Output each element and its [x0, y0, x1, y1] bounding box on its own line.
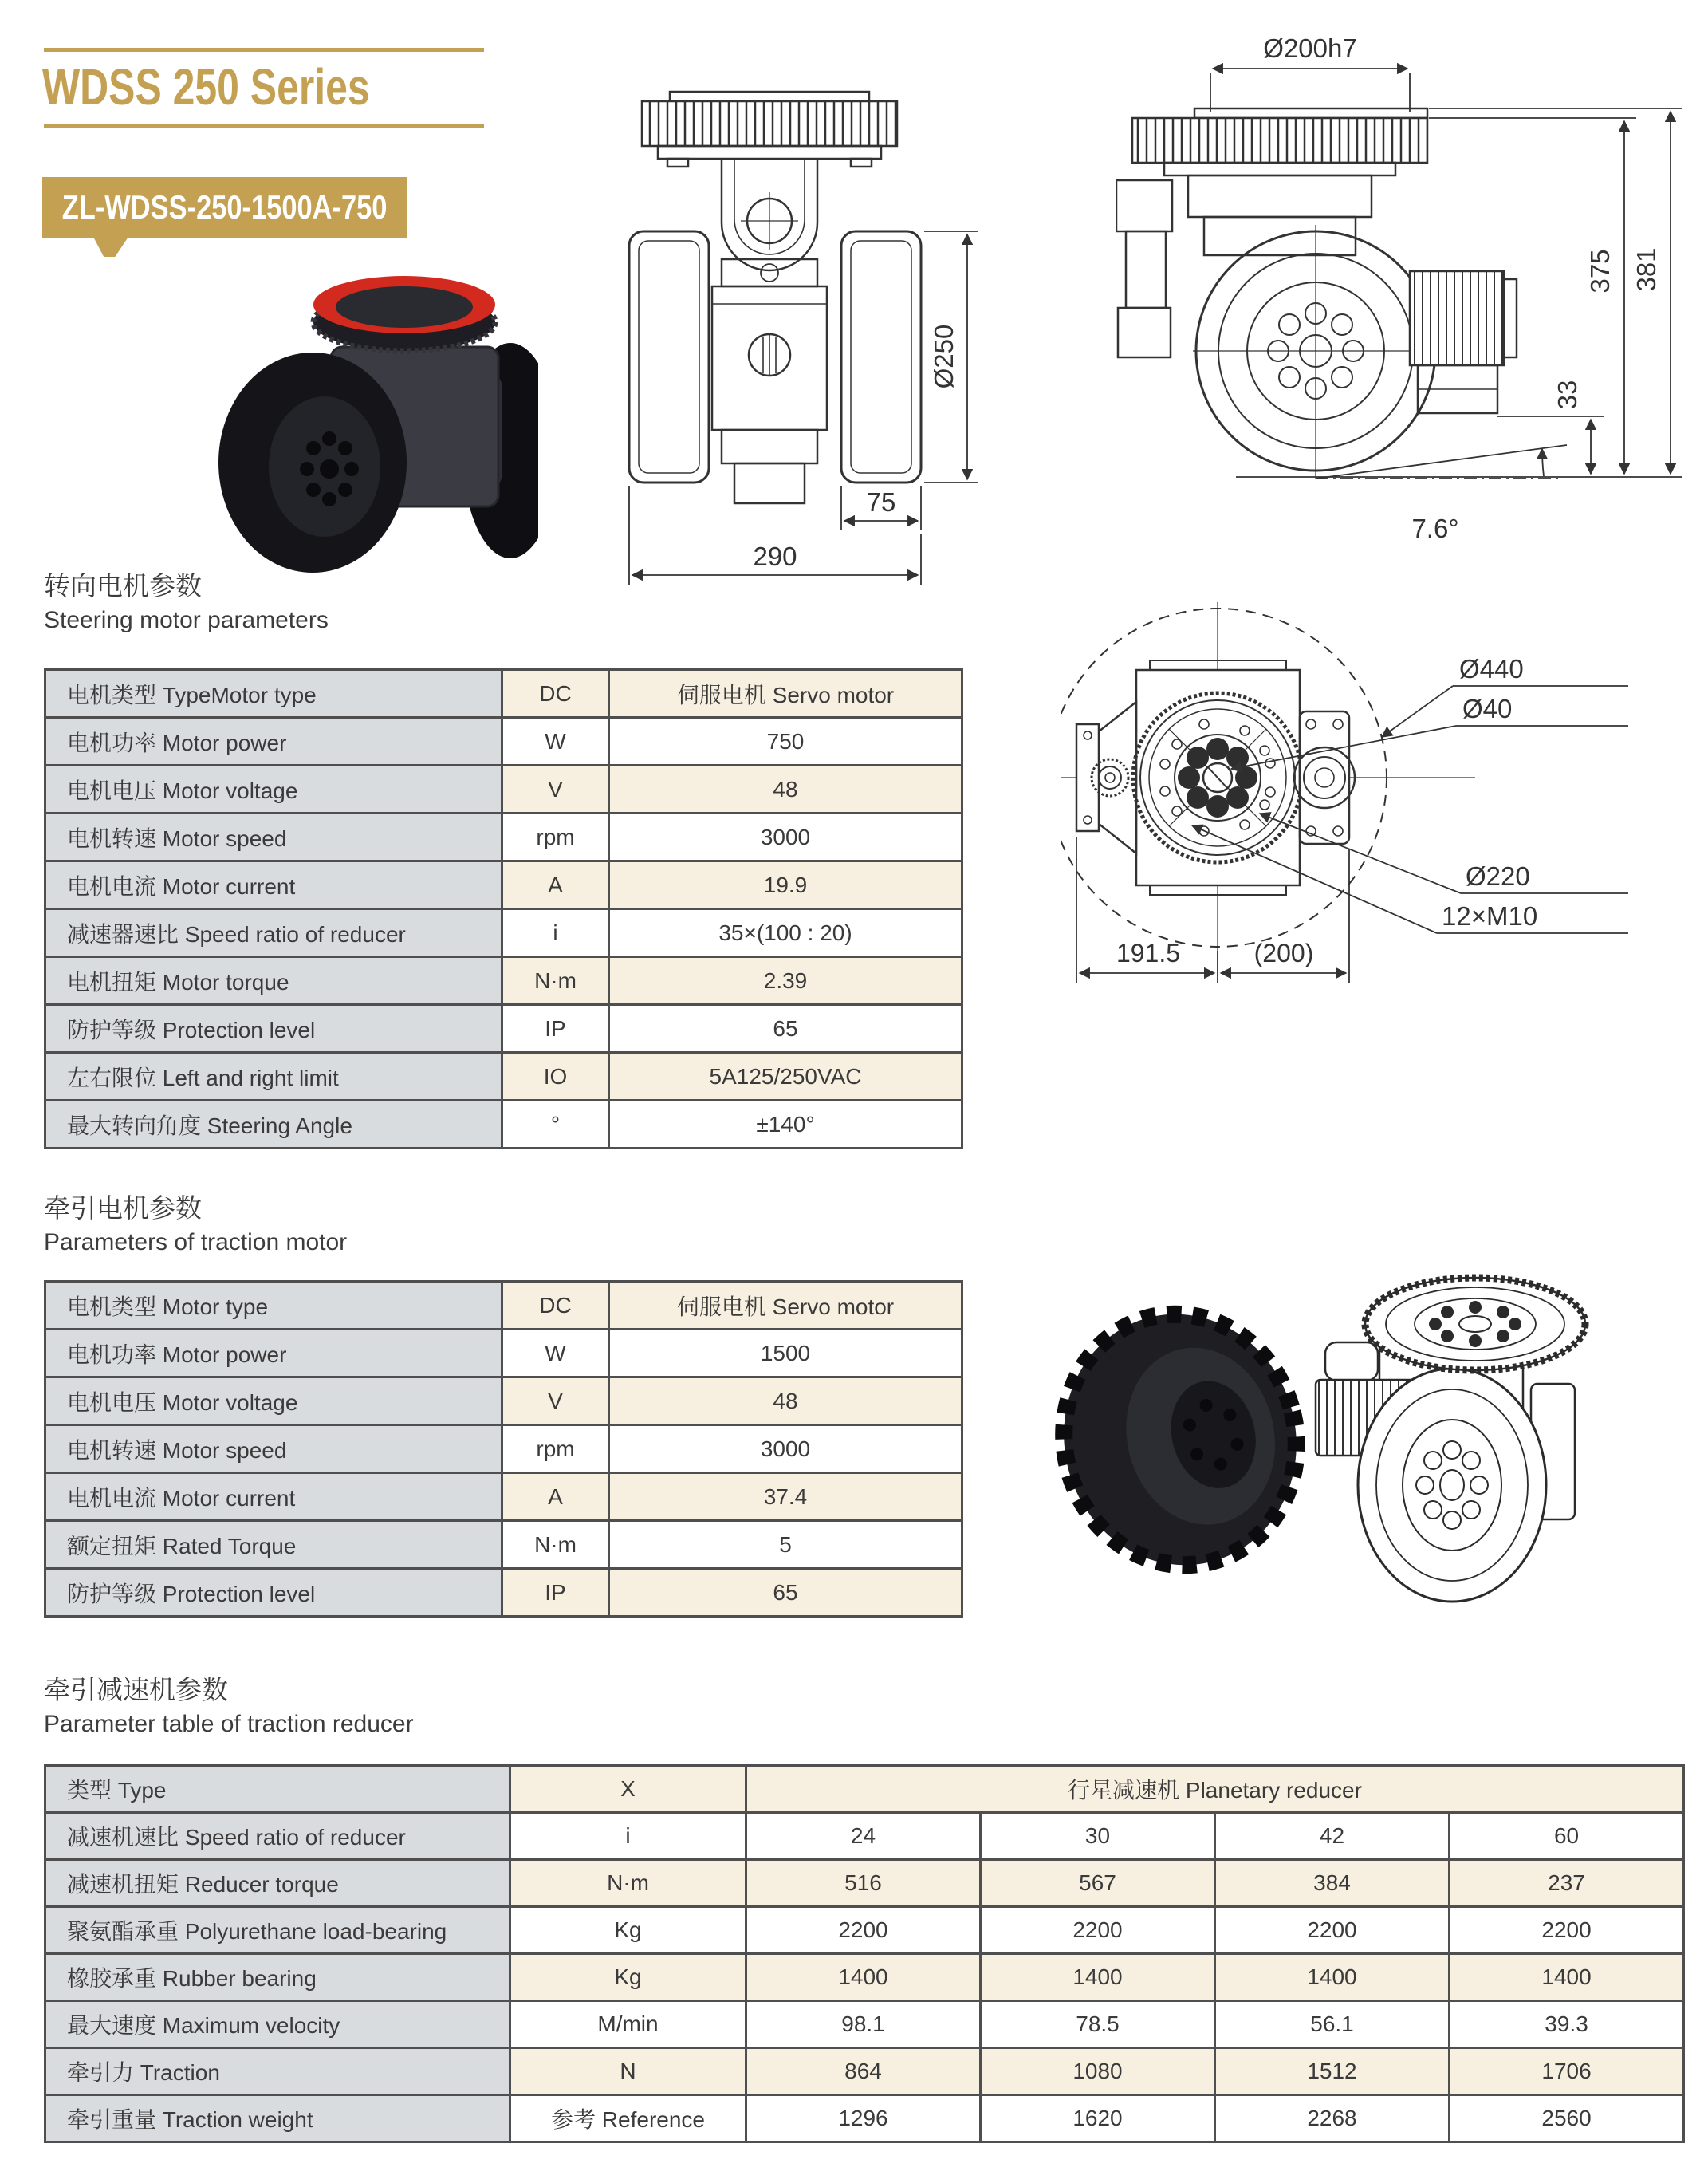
- spec-unit: IO: [502, 1053, 609, 1101]
- table-row: [45, 1860, 1684, 1907]
- spec-label: 电机功率 Motor power: [45, 718, 502, 766]
- spec-value: 65: [609, 1005, 962, 1053]
- spec-value: 5: [609, 1521, 962, 1569]
- spec-label: 最大速度 Maximum velocity: [45, 2001, 510, 2048]
- spec-value: 1620: [981, 2095, 1215, 2142]
- table-row: [45, 909, 962, 957]
- spec-unit: °: [502, 1101, 609, 1149]
- spec-unit: Kg: [510, 1907, 746, 1954]
- spec-value: 1080: [981, 2048, 1215, 2095]
- spec-value: 750: [609, 718, 962, 766]
- product-photo-render: [203, 271, 538, 586]
- table-row: [45, 1813, 1684, 1860]
- spec-unit: A: [502, 861, 609, 909]
- spec-unit: N·m: [510, 1860, 746, 1907]
- table-row: [45, 2001, 1684, 2048]
- table-row: [45, 1377, 962, 1425]
- spec-unit: W: [502, 718, 609, 766]
- title-top-rule: [44, 48, 484, 52]
- dim-height-wheel: 375: [1585, 249, 1615, 294]
- top-view-drawing: [1061, 590, 1708, 1005]
- dim-bolt-circle: Ø220: [1466, 861, 1530, 891]
- spec-label: 电机电流 Motor current: [45, 1473, 502, 1521]
- spec-label: 电机电压 Motor voltage: [45, 766, 502, 814]
- model-badge: [42, 177, 407, 238]
- spec-value: 65: [609, 1569, 962, 1617]
- dim-overall-width: 290: [753, 542, 797, 571]
- steering-motor-table: [44, 668, 963, 1149]
- table-row: [45, 1521, 962, 1569]
- spec-value: 行星减速机 Planetary reducer: [746, 1766, 1684, 1813]
- reducer-heading-en: Parameter table of traction reducer: [44, 1711, 414, 1737]
- table-row: [45, 861, 962, 909]
- side-view-drawing: [1116, 32, 1686, 558]
- model-badge-tail: [93, 237, 128, 257]
- spec-value: 24: [746, 1813, 981, 1860]
- dim-wheel-diameter: Ø250: [929, 324, 958, 389]
- spec-value: 37.4: [609, 1473, 962, 1521]
- spec-label: 聚氨酯承重 Polyurethane load-bearing: [45, 1907, 510, 1954]
- spec-unit: DC: [502, 1282, 609, 1330]
- table-row: [45, 670, 962, 718]
- spec-value: 2560: [1450, 2095, 1684, 2142]
- spec-value: ±140°: [609, 1101, 962, 1149]
- traction-motor-table: [44, 1280, 963, 1618]
- spec-value: 48: [609, 766, 962, 814]
- spec-value: 1400: [1215, 1954, 1450, 2001]
- table-row: [45, 1425, 962, 1473]
- reducer-section-heading: [44, 1672, 414, 1740]
- table-row: [45, 1101, 962, 1149]
- dim-wheel-width: 75: [866, 487, 896, 517]
- table-row: [45, 2095, 1684, 2142]
- spec-value: 237: [1450, 1860, 1684, 1907]
- spec-unit: rpm: [502, 1425, 609, 1473]
- traction-section-heading: [44, 1190, 347, 1259]
- table-row: [45, 1569, 962, 1617]
- spec-unit: M/min: [510, 2001, 746, 2048]
- spec-unit: i: [510, 1813, 746, 1860]
- spec-value: 3000: [609, 814, 962, 861]
- spec-value: 42: [1215, 1813, 1450, 1860]
- photo-ring-center: [336, 286, 473, 328]
- spec-unit: N·m: [502, 957, 609, 1005]
- traction-heading-en: Parameters of traction motor: [44, 1229, 348, 1255]
- dim-height-total: 381: [1631, 247, 1661, 292]
- spec-unit: W: [502, 1330, 609, 1377]
- spec-value: 60: [1450, 1813, 1684, 1860]
- spec-unit: V: [502, 1377, 609, 1425]
- spec-unit: V: [502, 766, 609, 814]
- spec-label: 电机功率 Motor power: [45, 1330, 502, 1377]
- spec-value: 384: [1215, 1860, 1450, 1907]
- spec-value: 1296: [746, 2095, 981, 2142]
- spec-value: 39.3: [1450, 2001, 1684, 2048]
- spec-value: 2200: [981, 1907, 1215, 1954]
- top-view-geometry: [1061, 602, 1475, 963]
- dim-shaft-diameter: Ø40: [1462, 694, 1513, 723]
- spec-value: 2.39: [609, 957, 962, 1005]
- traction-heading-zh: 牵引电机参数: [44, 1193, 202, 1223]
- spec-label: 电机电压 Motor voltage: [45, 1377, 502, 1425]
- spec-value: 伺服电机 Servo motor: [609, 1282, 962, 1330]
- front-view-drawing: [602, 68, 1009, 594]
- dim-tilt-angle: 7.6°: [1411, 514, 1459, 543]
- spec-label: 橡胶承重 Rubber bearing: [45, 1954, 510, 2001]
- table-row: [45, 1005, 962, 1053]
- table-row: [45, 1907, 1684, 1954]
- reducer-heading-zh: 牵引减速机参数: [44, 1675, 228, 1704]
- spec-value: 3000: [609, 1425, 962, 1473]
- spec-value: 1512: [1215, 2048, 1450, 2095]
- spec-label: 电机类型 TypeMotor type: [45, 670, 502, 718]
- spec-label: 额定扭矩 Rated Torque: [45, 1521, 502, 1569]
- dim-gear-diameter: Ø200h7: [1263, 33, 1357, 63]
- table-row: [45, 1330, 962, 1377]
- spec-value: 516: [746, 1860, 981, 1907]
- spec-unit: A: [502, 1473, 609, 1521]
- table-row: [45, 766, 962, 814]
- side-view-geometry: [1116, 108, 1517, 479]
- product-photo-components: [1045, 1256, 1690, 1615]
- table-row: [45, 1282, 962, 1330]
- table-row: [45, 1053, 962, 1101]
- spec-unit: DC: [502, 670, 609, 718]
- spec-label: 最大转向角度 Steering Angle: [45, 1101, 502, 1149]
- table-row: [45, 2048, 1684, 2095]
- spec-value: 1400: [981, 1954, 1215, 2001]
- table-row: [45, 1473, 962, 1521]
- dim-ground-offset: 33: [1553, 380, 1582, 410]
- title-bottom-rule: [44, 124, 484, 128]
- spec-label: 牵引重量 Traction weight: [45, 2095, 510, 2142]
- table-row: [45, 718, 962, 766]
- table-row: [45, 1766, 1684, 1813]
- spec-label: 防护等级 Protection level: [45, 1569, 502, 1617]
- spec-unit: X: [510, 1766, 746, 1813]
- steering-section-heading: [44, 568, 329, 636]
- spec-value: 2200: [1215, 1907, 1450, 1954]
- spec-unit: 参考 Reference: [510, 2095, 746, 2142]
- spec-label: 电机转速 Motor speed: [45, 814, 502, 861]
- spec-unit: i: [502, 909, 609, 957]
- front-view-geometry: [629, 92, 921, 503]
- spec-label: 减速机扭矩 Reducer torque: [45, 1860, 510, 1907]
- steering-heading-zh: 转向电机参数: [44, 571, 202, 601]
- dim-bolt-spec: 12×M10: [1442, 901, 1538, 931]
- spec-value: 48: [609, 1377, 962, 1425]
- spec-unit: N·m: [502, 1521, 609, 1569]
- spec-label: 左右限位 Left and right limit: [45, 1053, 502, 1101]
- spec-label: 电机电流 Motor current: [45, 861, 502, 909]
- spec-value: 1500: [609, 1330, 962, 1377]
- model-badge-label: ZL-WDSS-250-1500A-750: [61, 188, 388, 226]
- spec-label: 电机扭矩 Motor torque: [45, 957, 502, 1005]
- spec-value: 567: [981, 1860, 1215, 1907]
- spec-value: 35×(100 : 20): [609, 909, 962, 957]
- spec-value: 56.1: [1215, 2001, 1450, 2048]
- table-row: [45, 814, 962, 861]
- spec-unit: N: [510, 2048, 746, 2095]
- spec-value: 98.1: [746, 2001, 981, 2048]
- steering-heading-en: Steering motor parameters: [44, 607, 329, 633]
- spec-label: 牵引力 Traction: [45, 2048, 510, 2095]
- spec-value: 19.9: [609, 861, 962, 909]
- spec-value: 864: [746, 2048, 981, 2095]
- dim-offset-right: (200): [1253, 939, 1314, 967]
- spec-value: 1400: [746, 1954, 981, 2001]
- spec-value: 1400: [1450, 1954, 1684, 2001]
- dim-offset-left: 191.5: [1116, 939, 1181, 967]
- spec-value: 2200: [746, 1907, 981, 1954]
- front-view-dimensions: [629, 231, 978, 585]
- spec-unit: IP: [502, 1569, 609, 1617]
- spec-label: 类型 Type: [45, 1766, 510, 1813]
- page-title: WDSS 250 Series: [42, 58, 370, 116]
- spec-label: 电机类型 Motor type: [45, 1282, 502, 1330]
- spec-label: 电机转速 Motor speed: [45, 1425, 502, 1473]
- spec-value: 2268: [1215, 2095, 1450, 2142]
- spec-unit: rpm: [502, 814, 609, 861]
- spec-label: 防护等级 Protection level: [45, 1005, 502, 1053]
- photo2-assembly: [1316, 1278, 1585, 1602]
- spec-value: 30: [981, 1813, 1215, 1860]
- spec-value: 5A125/250VAC: [609, 1053, 962, 1101]
- dim-swing-diameter: Ø440: [1459, 654, 1524, 684]
- spec-value: 78.5: [981, 2001, 1215, 2048]
- spec-unit: IP: [502, 1005, 609, 1053]
- table-row: [45, 957, 962, 1005]
- spec-value: 1706: [1450, 2048, 1684, 2095]
- photo2-tire: [1045, 1290, 1323, 1590]
- spec-unit: Kg: [510, 1954, 746, 2001]
- spec-value: 2200: [1450, 1907, 1684, 1954]
- spec-label: 减速机速比 Speed ratio of reducer: [45, 1813, 510, 1860]
- spec-label: 减速器速比 Speed ratio of reducer: [45, 909, 502, 957]
- traction-reducer-table: [44, 1764, 1685, 2143]
- table-row: [45, 1954, 1684, 2001]
- spec-value: 伺服电机 Servo motor: [609, 670, 962, 718]
